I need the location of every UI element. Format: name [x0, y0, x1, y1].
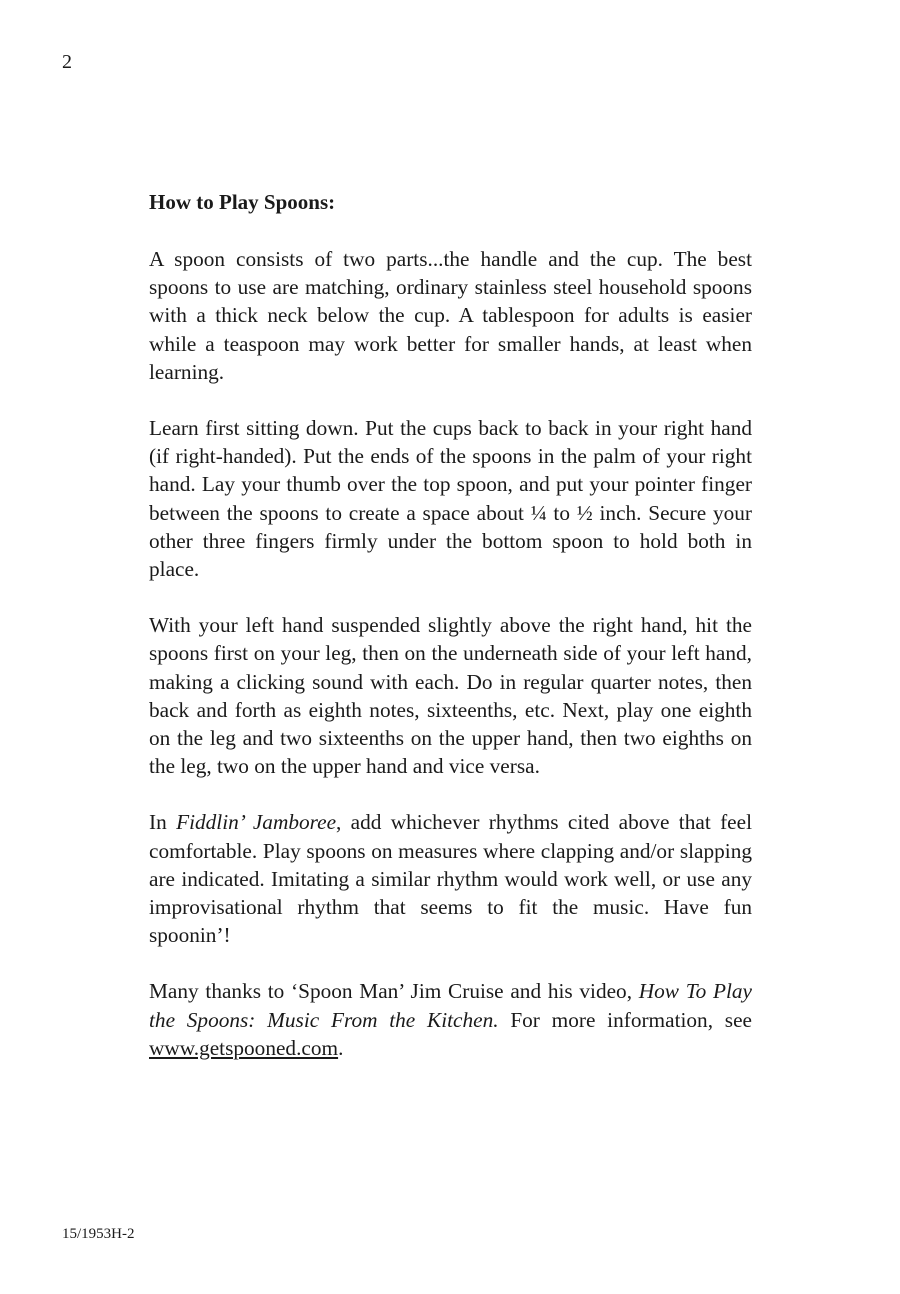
text-fragment: In	[149, 810, 177, 835]
paragraph-fiddlin-jamboree	[149, 808, 752, 949]
catalog-code: 15/1953H-2	[62, 1226, 135, 1242]
paragraph-rhythm: With your left hand suspended slightly above the right hand, hit the spoons first on your leg, then on the underneath side of your left hand, making a clicking sound with each. Do in regular quarter notes, then back and forth as eighth notes, sixteenths, etc. Next, play one eighth on the leg and two sixteenths on the upper hand, then two eighths on the leg, two on the upper hand and vice versa.	[149, 613, 752, 779]
text-fragment: , add whichever rhythms cited above that feel comfortable. Play spoons on measures where clapping and/or slapping are indicated. Imitating a similar rhythm would work well, or use any improvisational rhythm that seems to fit the music. Have fun spoonin’!	[149, 810, 752, 948]
section-heading: How to Play Spoons:	[149, 190, 336, 214]
text-fragment: Many thanks to ‘Spoon Man’ Jim Cruise and his video,	[149, 979, 639, 1004]
text-fragment: .	[338, 1035, 344, 1060]
text-fragment: For more information, see	[498, 1007, 752, 1032]
paragraph-spoon-parts: A spoon consists of two parts...the handle and the cup. The best spoons to use are matching, ordinary stainless steel household spoons with a thick neck below the cup. A tablespoon for adults is easier while a teaspoon may work better for smaller hands, at least when learning.	[149, 247, 752, 384]
paragraph-grip: Learn first sitting down. Put the cups back to back in your right hand (if right-handed). Put the ends of the spoons in the palm of your right hand. Lay your thumb over the top spoon, and put your pointer finger between the spoons to create a space about ¼ to ½ inch. Secure your other three fingers firmly under the bottom spoon to hold both in place.	[149, 416, 752, 582]
website-link[interactable]: www.getspooned.com	[149, 1035, 339, 1060]
song-title: Fiddlin’ Jamboree	[176, 810, 337, 835]
paragraph-thanks	[149, 977, 752, 1062]
page-number: 2	[62, 51, 72, 73]
video-title: How To Play the Spoons: Music From the Kitchen.	[149, 979, 752, 1032]
article-body	[149, 188, 752, 1062]
